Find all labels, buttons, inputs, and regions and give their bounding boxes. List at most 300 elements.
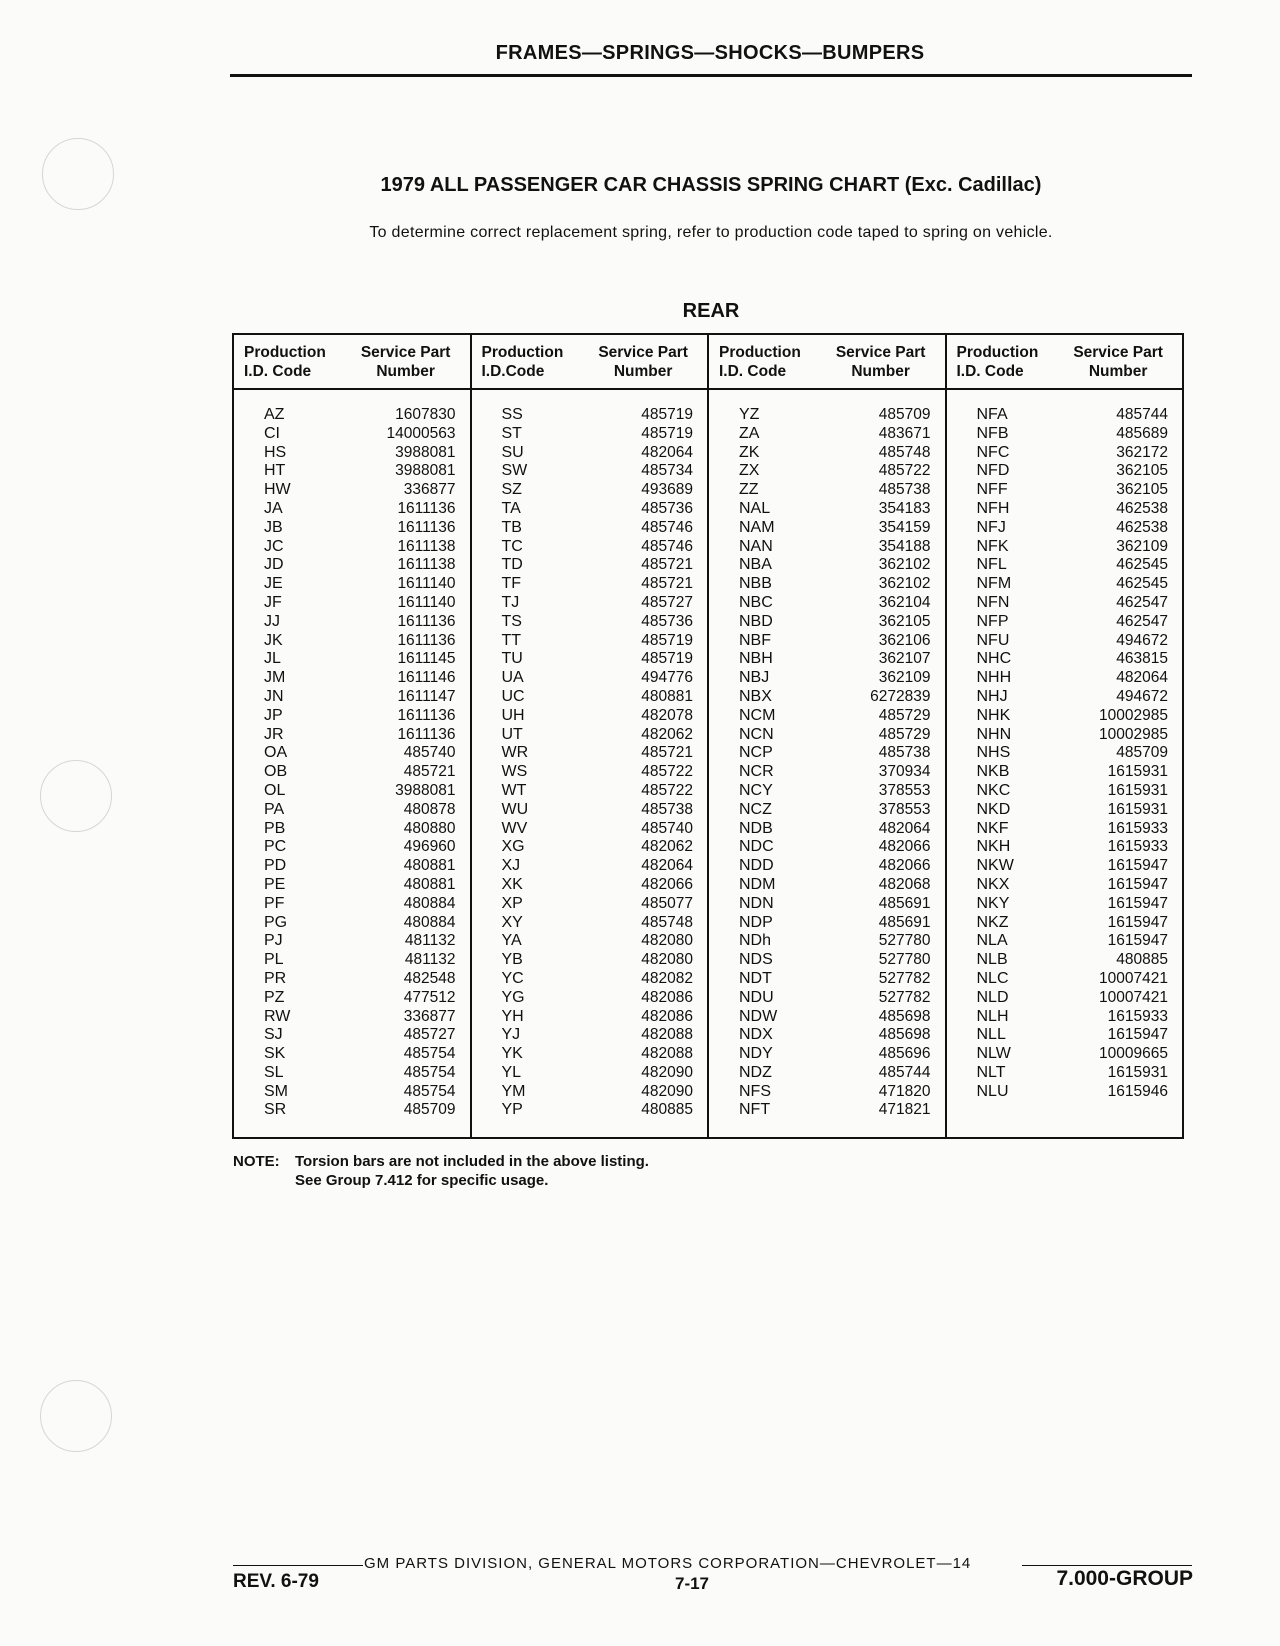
table-row: [234, 895, 470, 914]
table-row: [472, 1008, 708, 1027]
header-service-part-number: Service Part Number: [835, 343, 926, 380]
production-code-cell: NDP: [739, 913, 773, 931]
production-code-cell: SL: [264, 1063, 284, 1081]
table-row: [472, 876, 708, 895]
table-row: [947, 406, 1183, 425]
part-number-cell: 485748: [878, 443, 931, 461]
production-code-cell: JM: [264, 669, 286, 687]
column-header: [947, 335, 1183, 390]
table-row: [947, 707, 1183, 726]
production-code-cell: WV: [501, 819, 528, 837]
part-number-cell: 485691: [878, 913, 931, 931]
part-number-cell: 462547: [1116, 593, 1168, 611]
table-row: [472, 519, 708, 538]
production-code-cell: NKH: [976, 838, 1011, 856]
table-row: [472, 688, 708, 707]
table-row: [947, 989, 1183, 1008]
table-row: [472, 556, 708, 575]
table-row: [472, 481, 708, 500]
part-number-cell: 362109: [1116, 537, 1168, 555]
part-number-cell: 496960: [403, 838, 456, 856]
note-line-2: See Group 7.412 for specific usage.: [295, 1172, 549, 1189]
production-code-cell: JR: [264, 725, 284, 743]
production-code-cell: XK: [501, 875, 523, 893]
production-code-cell: XJ: [501, 857, 521, 875]
table-row: [234, 744, 470, 763]
production-code-cell: TB: [501, 518, 522, 536]
part-number-cell: 485721: [641, 556, 693, 574]
table-row: [947, 556, 1183, 575]
part-number-cell: 482090: [641, 1082, 693, 1100]
part-number-cell: 480885: [1116, 951, 1168, 969]
table-row: [947, 744, 1183, 763]
production-code-cell: NHH: [976, 669, 1012, 687]
table-row: [709, 500, 945, 519]
table-row: [947, 1026, 1183, 1045]
part-number-cell: 485719: [641, 406, 693, 423]
production-code-cell: TS: [501, 612, 522, 630]
table-row: [472, 575, 708, 594]
production-code-cell: NBH: [739, 650, 773, 668]
part-number-cell: 482082: [641, 969, 693, 987]
production-code-cell: NFT: [739, 1101, 771, 1119]
production-code-cell: NKW: [976, 857, 1014, 875]
production-code-cell: ZK: [739, 443, 760, 461]
table-row: [234, 613, 470, 632]
table-row: [709, 538, 945, 557]
table-row: [234, 669, 470, 688]
production-code-cell: NKZ: [976, 913, 1009, 931]
table-row: [472, 444, 708, 463]
part-number-cell: 480881: [403, 857, 456, 875]
column-header: [234, 335, 470, 390]
table-row: [234, 820, 470, 839]
part-number-cell: 1611147: [397, 687, 456, 705]
part-number-cell: 527780: [878, 951, 931, 969]
header-production-code: Production I.D. Code: [719, 343, 801, 380]
table-row: [709, 444, 945, 463]
part-number-cell: 482548: [403, 969, 456, 987]
table-row: [709, 763, 945, 782]
part-number-cell: 485744: [878, 1063, 931, 1081]
table-row: [234, 763, 470, 782]
punch-hole-top: [42, 138, 114, 210]
header-production-code: Production I.D.Code: [481, 343, 564, 380]
production-code-cell: NFU: [976, 631, 1010, 649]
part-number-cell: 1611136: [397, 518, 456, 536]
table-row: [947, 970, 1183, 989]
table-row: [234, 782, 470, 801]
part-number-cell: 485721: [641, 744, 693, 762]
production-code-cell: HS: [264, 443, 287, 461]
part-number-cell: 485744: [1116, 406, 1168, 423]
part-number-cell: 494672: [1116, 687, 1168, 705]
production-code-cell: NHK: [976, 706, 1011, 724]
part-number-cell: 527780: [878, 932, 931, 950]
production-code-cell: JE: [264, 575, 283, 593]
footer-group: 7.000-GROUP: [1056, 1567, 1193, 1590]
table-row: [472, 989, 708, 1008]
table-row: [709, 989, 945, 1008]
production-code-cell: NCP: [739, 744, 773, 762]
table-row: [472, 951, 708, 970]
table-row: [234, 932, 470, 951]
production-code-cell: NFN: [976, 593, 1010, 611]
table-row: [234, 688, 470, 707]
table-row: [234, 425, 470, 444]
table-row: [472, 538, 708, 557]
part-number-cell: 1615947: [1107, 913, 1168, 931]
part-number-cell: 482088: [641, 1026, 693, 1044]
production-code-cell: RW: [264, 1007, 291, 1025]
production-code-cell: TC: [501, 537, 523, 555]
production-code-cell: PF: [264, 894, 285, 912]
production-code-cell: NDB: [739, 819, 773, 837]
table-row: [234, 406, 470, 425]
part-number-cell: 482090: [641, 1063, 693, 1081]
production-code-cell: YC: [501, 969, 524, 987]
production-code-cell: YJ: [501, 1026, 521, 1044]
table-row: [234, 914, 470, 933]
table-row: [472, 462, 708, 481]
footer-revision: REV. 6-79: [233, 1571, 319, 1592]
part-number-cell: 362105: [878, 612, 931, 630]
part-number-cell: 482062: [641, 838, 693, 856]
production-code-cell: NDN: [739, 894, 774, 912]
table-row: [472, 594, 708, 613]
production-code-cell: NLT: [976, 1063, 1006, 1081]
table-row: [472, 425, 708, 444]
part-number-cell: 1615947: [1107, 1026, 1168, 1044]
table-row: [709, 932, 945, 951]
production-code-cell: ZZ: [739, 481, 759, 499]
table-row: [709, 575, 945, 594]
part-number-cell: 1611145: [397, 650, 456, 668]
production-code-cell: WT: [501, 781, 527, 799]
part-number-cell: 1611136: [397, 499, 456, 517]
table-row: [472, 895, 708, 914]
part-number-cell: 1615931: [1107, 1063, 1168, 1081]
production-code-cell: NLB: [976, 951, 1008, 969]
part-number-cell: 462538: [1116, 518, 1168, 536]
production-code-cell: NFK: [976, 537, 1009, 555]
part-number-cell: 362109: [878, 669, 931, 687]
part-number-cell: 485727: [641, 593, 693, 611]
part-number-cell: 1611146: [397, 669, 456, 687]
production-code-cell: NCZ: [739, 800, 772, 818]
production-code-cell: TT: [501, 631, 522, 649]
table-row: [947, 914, 1183, 933]
production-code-cell: YG: [501, 988, 525, 1006]
part-number-cell: 1611136: [397, 725, 456, 743]
production-code-cell: JJ: [264, 612, 280, 630]
production-code-cell: NBC: [739, 593, 773, 611]
production-code-cell: JP: [264, 706, 283, 724]
part-number-cell: 354159: [878, 518, 931, 536]
production-code-cell: OB: [264, 763, 288, 781]
part-number-cell: 482088: [641, 1045, 693, 1063]
part-number-cell: 10007421: [1099, 988, 1168, 1006]
part-number-cell: 10002985: [1099, 725, 1168, 743]
production-code-cell: TA: [501, 499, 521, 517]
table-row: [472, 669, 708, 688]
table-row: [709, 481, 945, 500]
table-row: [709, 895, 945, 914]
production-code-cell: NBA: [739, 556, 772, 574]
table-rows: [709, 390, 945, 1120]
part-number-cell: 362107: [878, 650, 931, 668]
table-row: [472, 1026, 708, 1045]
production-code-cell: YL: [501, 1063, 522, 1081]
table-row: [472, 650, 708, 669]
part-number-cell: 482086: [641, 1007, 693, 1025]
production-code-cell: PR: [264, 969, 287, 987]
production-code-cell: YZ: [739, 406, 760, 423]
production-code-cell: NBJ: [739, 669, 770, 687]
column-group-1: [234, 335, 472, 1137]
part-number-cell: 485734: [641, 462, 693, 480]
production-code-cell: ZX: [739, 462, 760, 480]
part-number-cell: 354188: [878, 537, 931, 555]
table-row: [234, 575, 470, 594]
table-row: [947, 1064, 1183, 1083]
part-number-cell: 1611138: [397, 556, 456, 574]
production-code-cell: SJ: [264, 1026, 283, 1044]
table-row: [234, 1026, 470, 1045]
production-code-cell: NFP: [976, 612, 1009, 630]
part-number-cell: 485738: [878, 481, 931, 499]
table-row: [234, 857, 470, 876]
table-row: [472, 970, 708, 989]
production-code-cell: NFJ: [976, 518, 1006, 536]
table-rows: [472, 390, 708, 1120]
production-code-cell: JD: [264, 556, 284, 574]
production-code-cell: YB: [501, 951, 523, 969]
production-code-cell: NBF: [739, 631, 771, 649]
production-code-cell: NBB: [739, 575, 772, 593]
part-number-cell: 485719: [641, 424, 693, 442]
production-code-cell: PJ: [264, 932, 283, 950]
table-row: [947, 726, 1183, 745]
part-number-cell: 483671: [878, 424, 931, 442]
part-number-cell: 462538: [1116, 499, 1168, 517]
table-row: [709, 556, 945, 575]
production-code-cell: YK: [501, 1045, 523, 1063]
part-number-cell: 527782: [878, 969, 931, 987]
part-number-cell: 3988081: [395, 443, 456, 461]
table-row: [472, 1083, 708, 1102]
part-number-cell: 482068: [878, 875, 931, 893]
production-code-cell: JL: [264, 650, 281, 668]
part-number-cell: 485722: [641, 763, 693, 781]
production-code-cell: PE: [264, 875, 286, 893]
production-code-cell: NKD: [976, 800, 1011, 818]
part-number-cell: 1615947: [1107, 857, 1168, 875]
production-code-cell: NHC: [976, 650, 1012, 668]
production-code-cell: XG: [501, 838, 525, 856]
production-code-cell: NFS: [739, 1082, 771, 1100]
table-row: [472, 744, 708, 763]
table-row: [472, 782, 708, 801]
production-code-cell: JB: [264, 518, 283, 536]
production-code-cell: NHN: [976, 725, 1012, 743]
table-row: [709, 726, 945, 745]
table-row: [234, 876, 470, 895]
production-code-cell: PG: [264, 913, 288, 931]
part-number-cell: 481132: [404, 951, 456, 969]
production-code-cell: NFD: [976, 462, 1010, 480]
footer-rule-left: [233, 1565, 363, 1566]
production-code-cell: NCM: [739, 706, 776, 724]
part-number-cell: 1615947: [1107, 875, 1168, 893]
table-row: [234, 500, 470, 519]
part-number-cell: 485719: [641, 650, 693, 668]
table-row: [709, 1064, 945, 1083]
table-row: [709, 1045, 945, 1064]
part-number-cell: 485077: [641, 894, 693, 912]
part-number-cell: 485709: [403, 1101, 456, 1119]
production-code-cell: SM: [264, 1082, 288, 1100]
table-row: [947, 575, 1183, 594]
production-code-cell: NLH: [976, 1007, 1009, 1025]
table-row: [709, 406, 945, 425]
production-code-cell: SK: [264, 1045, 286, 1063]
part-number-cell: 482066: [878, 838, 931, 856]
production-code-cell: SU: [501, 443, 524, 461]
table-row: [709, 876, 945, 895]
part-number-cell: 362105: [1116, 481, 1168, 499]
table-row: [472, 801, 708, 820]
table-row: [234, 801, 470, 820]
production-code-cell: NDM: [739, 875, 776, 893]
table-row: [234, 632, 470, 651]
part-number-cell: 482066: [878, 857, 931, 875]
part-number-cell: 1615933: [1107, 838, 1168, 856]
part-number-cell: 485696: [878, 1045, 931, 1063]
production-code-cell: NDU: [739, 988, 774, 1006]
production-code-cell: NCN: [739, 725, 774, 743]
table-row: [234, 951, 470, 970]
part-number-cell: 527782: [878, 988, 931, 1006]
table-row: [472, 632, 708, 651]
part-number-cell: 480880: [403, 819, 456, 837]
table-row: [472, 1064, 708, 1083]
part-number-cell: 1611136: [397, 631, 456, 649]
part-number-cell: 480884: [403, 913, 456, 931]
part-number-cell: 481132: [404, 932, 456, 950]
table-row: [472, 726, 708, 745]
part-number-cell: 485689: [1116, 424, 1168, 442]
production-code-cell: HW: [264, 481, 291, 499]
part-number-cell: 485754: [403, 1045, 456, 1063]
header-rule: [230, 74, 1192, 77]
production-code-cell: UC: [501, 687, 525, 705]
column-group-2: [472, 335, 710, 1137]
part-number-cell: 1615931: [1107, 781, 1168, 799]
footer-publisher: GM PARTS DIVISION, GENERAL MOTORS CORPORATION—CHEVROLET—14: [364, 1555, 972, 1572]
production-code-cell: JC: [264, 537, 284, 555]
part-number-cell: 10009665: [1099, 1045, 1168, 1063]
part-number-cell: 485719: [641, 631, 693, 649]
table-row: [709, 820, 945, 839]
production-code-cell: XP: [501, 894, 523, 912]
production-code-cell: JA: [264, 499, 283, 517]
part-number-cell: 493689: [641, 481, 693, 499]
part-number-cell: 6272839: [870, 687, 931, 705]
production-code-cell: WS: [501, 763, 528, 781]
part-number-cell: 485736: [641, 612, 693, 630]
table-row: [709, 744, 945, 763]
table-row: [709, 613, 945, 632]
production-code-cell: PA: [264, 800, 285, 818]
part-number-cell: 362105: [1116, 462, 1168, 480]
production-code-cell: SS: [501, 406, 523, 423]
production-code-cell: NLU: [976, 1082, 1009, 1100]
production-code-cell: NKX: [976, 875, 1010, 893]
part-number-cell: 1607830: [395, 406, 456, 423]
production-code-cell: WU: [501, 800, 529, 818]
production-code-cell: ZA: [739, 424, 760, 442]
production-code-cell: JN: [264, 687, 284, 705]
part-number-cell: 480881: [403, 875, 456, 893]
table-row: [472, 820, 708, 839]
part-number-cell: 336877: [403, 1007, 456, 1025]
section-title: REAR: [682, 300, 740, 322]
production-code-cell: TJ: [501, 593, 520, 611]
part-number-cell: 477512: [403, 988, 456, 1006]
part-number-cell: 482064: [641, 443, 693, 461]
production-code-cell: OA: [264, 744, 288, 762]
part-number-cell: 362106: [878, 631, 931, 649]
table-row: [947, 820, 1183, 839]
part-number-cell: 485754: [403, 1082, 456, 1100]
table-row: [947, 669, 1183, 688]
table-row: [234, 989, 470, 1008]
table-row: [234, 970, 470, 989]
table-row: [947, 594, 1183, 613]
table-row: [709, 650, 945, 669]
table-row: [234, 650, 470, 669]
part-number-cell: 462547: [1116, 612, 1168, 630]
part-number-cell: 462545: [1116, 575, 1168, 593]
production-code-cell: NLC: [976, 969, 1009, 987]
part-number-cell: 378553: [878, 781, 931, 799]
table-row: [472, 838, 708, 857]
part-number-cell: 485748: [641, 913, 693, 931]
header-service-part-number: Service Part Number: [598, 343, 688, 380]
note-label: NOTE:: [233, 1153, 280, 1170]
table-row: [234, 1045, 470, 1064]
table-row: [947, 782, 1183, 801]
production-code-cell: ST: [501, 424, 522, 442]
table-row: [472, 707, 708, 726]
production-code-cell: UH: [501, 706, 525, 724]
table-row: [947, 519, 1183, 538]
table-row: [947, 632, 1183, 651]
part-number-cell: 1611140: [397, 593, 456, 611]
production-code-cell: NKC: [976, 781, 1011, 799]
table-row: [947, 763, 1183, 782]
production-code-cell: NDC: [739, 838, 774, 856]
part-number-cell: 485738: [641, 800, 693, 818]
production-code-cell: NDZ: [739, 1063, 772, 1081]
part-number-cell: 1615947: [1107, 894, 1168, 912]
table-row: [947, 801, 1183, 820]
table-row: [472, 613, 708, 632]
part-number-cell: 485721: [403, 763, 456, 781]
part-number-cell: 485746: [641, 518, 693, 536]
part-number-cell: 1615946: [1107, 1082, 1168, 1100]
